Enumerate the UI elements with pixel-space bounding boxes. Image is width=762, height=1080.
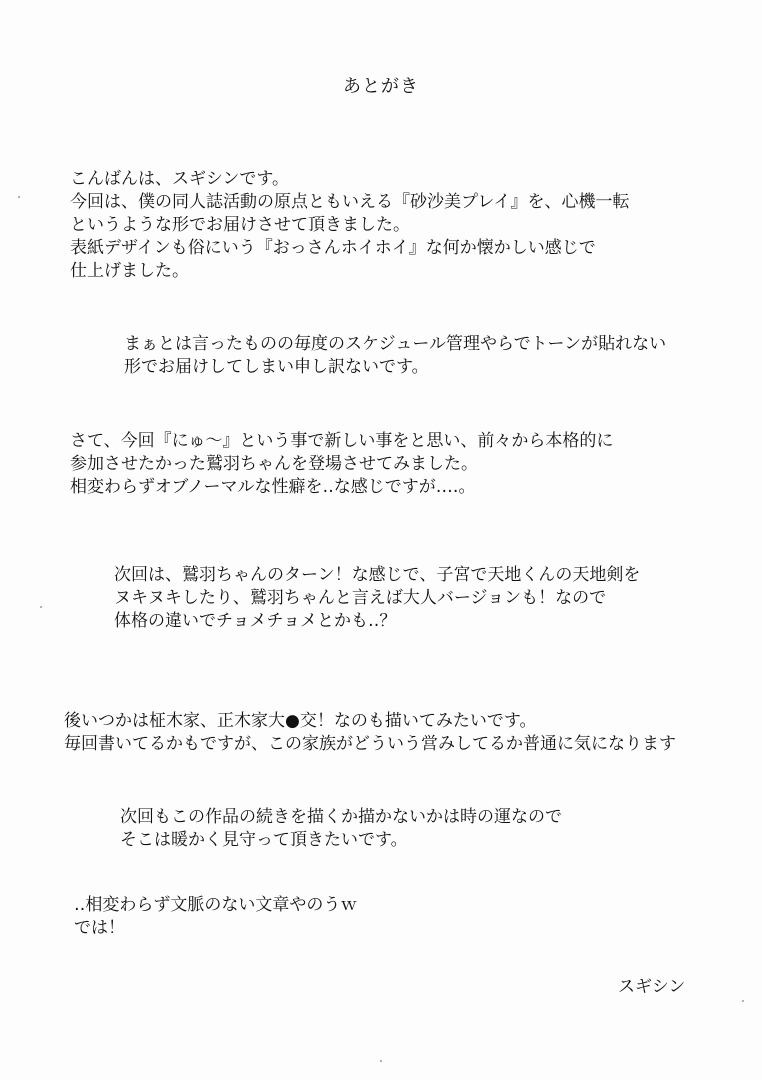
text-line: こんばんは、スギシンです。	[70, 169, 290, 189]
scan-speck	[40, 606, 42, 608]
text-line: 今回は、僕の同人誌活動の原点ともいえる『砂沙美プレイ』を、心機一転	[70, 192, 630, 212]
text-line: 表紙デザインも俗にいう『おっさんホイホイ』な何か懐かしい感じで	[70, 238, 596, 258]
text-line: というような形でお届けさせて頂きました。	[70, 215, 410, 235]
paragraph-greeting	[70, 168, 629, 283]
scan-speck	[742, 1000, 744, 1002]
text-line: さて、今回『にゅ～』という事で新しい事をと思い、前々から本格的に	[70, 431, 614, 451]
text-line: では！	[74, 918, 125, 938]
paragraph-future-plans	[64, 710, 676, 756]
text-line: 仕上げました。	[70, 261, 189, 281]
text-line: 毎回書いてるかもですが、この家族がどういう営みしてるか普通に気になります	[64, 734, 676, 754]
paragraph-new-character	[70, 430, 613, 499]
author-signature: スギシン	[618, 977, 686, 997]
paragraph-continuation	[120, 806, 562, 852]
scan-speck	[380, 1060, 382, 1062]
text-line: ヌキヌキしたり、鷲羽ちゃんと言えば大人バージョンも！なので	[114, 588, 607, 608]
text-line: 次回は、鷲羽ちゃんのターン！な感じで、子宮で天地くんの天地剣を	[114, 565, 641, 585]
text-line: 相変わらずオブノーマルな性癖を‥な感じですが‥‥。	[70, 477, 476, 497]
text-line: 参加させたかった鷲羽ちゃんを登場させてみました。	[70, 454, 478, 474]
scan-speck	[18, 196, 20, 198]
paragraph-closing	[74, 894, 357, 940]
text-line: 次回もこの作品の続きを描くか描かないかは時の運なので	[120, 807, 562, 827]
text-line: まぁとは言ったものの毎度のスケジュール管理やらでトーンが貼れない	[124, 334, 667, 354]
text-line: 後いつかは柾木家、正木家大●交！なのも描いてみたいです。	[64, 711, 537, 731]
paragraph-apology	[124, 333, 666, 379]
text-line: ‥相変わらず文脈のない文章やのうｗ	[74, 895, 358, 915]
page-title: あとがき	[343, 76, 419, 97]
text-line: 形でお届けしてしまい申し訳ないです。	[124, 357, 429, 377]
text-line: 体格の違いでチョメチョメとかも‥？	[114, 611, 397, 631]
paragraph-next-time	[114, 564, 640, 633]
text-line: そこは暖かく見守って頂きたいです。	[120, 830, 408, 850]
